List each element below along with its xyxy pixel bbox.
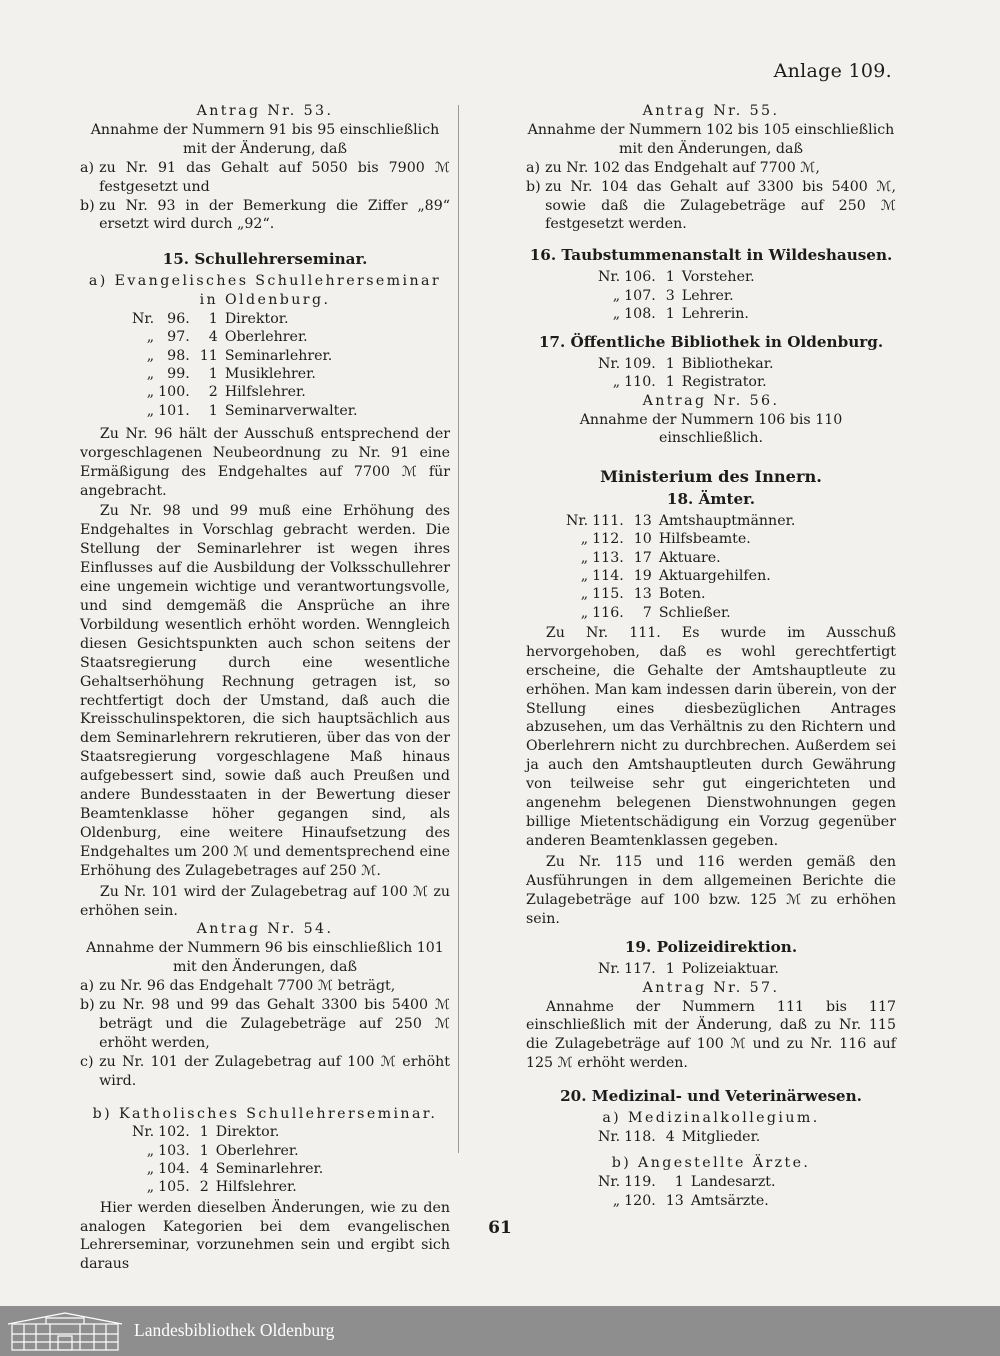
position-title: Hilfslehrer.: [215, 1179, 297, 1196]
staff-table-16: [598, 268, 755, 323]
column-divider: [458, 105, 459, 1153]
position-number: 118.: [624, 1129, 656, 1145]
staff-count: 13: [665, 1192, 684, 1209]
position-number: 111.: [592, 513, 624, 530]
motion-54-item-b: [80, 996, 450, 1053]
motion-55-item-a: [526, 159, 896, 178]
staff-row: [132, 365, 357, 383]
position-title: Schließer.: [658, 604, 731, 621]
row-prefix: Nr.: [566, 513, 589, 530]
row-prefix: „: [146, 1142, 155, 1159]
position-title: Musiklehrer.: [224, 365, 316, 382]
motion-53-item-b: [80, 197, 450, 235]
staff-row: [598, 305, 755, 323]
staff-row: [132, 1160, 323, 1178]
row-prefix: „: [612, 374, 621, 391]
row-prefix: „: [580, 604, 589, 621]
staff-row: [566, 604, 795, 622]
staff-count: 17: [633, 549, 652, 566]
position-number: 108.: [624, 305, 656, 322]
row-prefix: „: [580, 531, 589, 548]
position-title: Oberlehrer.: [215, 1142, 299, 1159]
staff-count: 1: [665, 961, 675, 978]
motion-54-item-a: [80, 977, 450, 996]
staff-count: 2: [208, 384, 218, 401]
staff-count: 13: [633, 586, 652, 603]
section-16-heading: 16. Taubstummenanstalt in Wildeshausen.: [529, 246, 893, 265]
motion-54-intro-line-2: mit den Änderungen, daß: [173, 959, 357, 976]
item-text: zu Nr. 101 der Zulagebetrag auf 100 ℳ erhöht wird.: [99, 1053, 450, 1089]
section-15-sub-a: a) Evangelisches Schullehrerseminar: [88, 273, 442, 290]
position-number: 113.: [592, 549, 624, 566]
item-text: zu Nr. 93 in der Bemerkung die Ziffer „89“ ersetzt wird durch „92“.: [99, 197, 450, 233]
row-prefix: „: [146, 402, 155, 419]
library-building-icon: [6, 1310, 124, 1352]
staff-row: [566, 549, 795, 567]
staff-row: [566, 567, 795, 585]
position-number: 100.: [158, 384, 190, 401]
position-number: 99.: [167, 365, 190, 382]
staff-row: [598, 960, 779, 978]
row-prefix: Nr.: [132, 311, 155, 328]
item-text: zu Nr. 102 das Endgehalt auf 7700 ℳ,: [545, 159, 820, 176]
staff-count: 1: [665, 356, 675, 373]
section-18-heading: 18. Ämter.: [666, 490, 756, 509]
staff-row: [132, 402, 357, 420]
staff-row: [132, 328, 357, 346]
position-number: 116.: [592, 604, 624, 621]
position-title: Oberlehrer.: [224, 329, 308, 346]
right-column: [526, 102, 896, 1210]
motion-53-item-a: [80, 159, 450, 197]
staff-count: 4: [208, 329, 218, 346]
staff-row: [132, 1178, 323, 1196]
staff-count: 1: [208, 311, 218, 328]
staff-row: [598, 1192, 776, 1210]
position-title: Mitglieder.: [681, 1129, 761, 1145]
item-text: zu Nr. 96 das Endgehalt 7700 ℳ beträgt,: [99, 978, 396, 995]
motion-53-title: Antrag Nr. 53.: [196, 103, 334, 119]
row-prefix: „: [612, 305, 621, 322]
left-column: [80, 102, 450, 1274]
position-number: 120.: [624, 1192, 656, 1209]
paragraph-nr-98-99: Zu Nr. 98 und 99 muß eine Erhöhung des Endgehaltes in Vorschlag gebracht werden. Die Stellung der Seminarlehrer ist wegen ihres Einflusses auf die Ausbildung der Volksschullehrer eine ungemein wichtige und verantwortungsvolle, und sind demgemäß die Ansprüche an ihre Vorbildung wesentlich erhöht worden. Wenngleich diesen Gesichtspunkten auch schon seitens der Staatsregierung durch eine wesentliche Gehaltserhöhung Rechnung getragen ist, so rechtfertigt doch der Umstand, daß auch die Kreisschulinspektoren, die sich hauptsächlich aus dem Seminarlehrern rekrutieren, über das von der Staatsregierung vorgeschlagene Maß hinaus aufgebessert sind, sowie daß auch Preußen und andere Bundesstaaten in der Bewertung dieser Beamtenklasse höher gegangen sind, als Oldenburg, eine weitere Hinaufsetzung des Endgehaltes um 200 ℳ und dementsprechend eine Erhöhung des Zulagebetrages auf 250 ℳ.: [80, 503, 450, 879]
position-number: 104.: [158, 1161, 190, 1178]
position-title: Boten.: [658, 586, 706, 603]
row-prefix: „: [580, 568, 589, 585]
staff-count: 1: [665, 374, 675, 391]
item-label: a): [526, 159, 540, 176]
staff-row: [598, 373, 773, 391]
paragraph-catholic-seminar: Hier werden dieselben Änderungen, wie zu den analogen Kategorien bei dem evangelischen Lehrerseminar, vorzunehmen sein und ergibt sich daraus: [80, 1199, 450, 1273]
position-title: Seminarlehrer.: [215, 1161, 324, 1178]
staff-count: 7: [642, 604, 652, 621]
annex-label: Anlage 109.: [773, 60, 892, 82]
motion-54-intro-line-1: Annahme der Nummern 96 bis einschließlich 101: [86, 940, 444, 957]
row-prefix: Nr.: [598, 1129, 621, 1145]
position-title: Amtshauptmänner.: [658, 513, 796, 530]
position-title: Seminarlehrer.: [224, 347, 333, 364]
staff-row: [598, 1173, 776, 1191]
section-20-sub-b: b) Angestellte Ärzte.: [611, 1155, 811, 1172]
item-label: c): [80, 1053, 94, 1070]
staff-table-20b: [598, 1173, 776, 1210]
staff-row: [566, 530, 795, 548]
paragraph-nr-115-116: Zu Nr. 115 und 116 werden gemäß den Ausführungen in dem allgemeinen Berichte die Zulagebeträge auf 100 bzw. 125 ℳ zu erhöhen sein.: [526, 853, 896, 927]
paragraph-nr-96: Zu Nr. 96 hält der Ausschuß entsprechend der vorgeschlagenen Neubeordnung zu Nr. 91 eine Ermäßigung des Endgehaltes auf 7700 ℳ für angebracht.: [80, 425, 450, 499]
row-prefix: „: [146, 384, 155, 401]
motion-55-item-b: [526, 178, 896, 235]
section-15-sub-a-place: in Oldenburg.: [199, 292, 331, 309]
paragraph-nr-101: Zu Nr. 101 wird der Zulagebetrag auf 100 ℳ zu erhöhen sein.: [80, 883, 450, 919]
staff-count: 19: [633, 568, 652, 585]
position-number: 97.: [167, 329, 190, 346]
position-number: 103.: [158, 1142, 190, 1159]
staff-row: [132, 1123, 323, 1141]
position-number: 106.: [624, 269, 656, 286]
staff-count: 11: [199, 347, 218, 364]
staff-table-20a: [598, 1128, 760, 1146]
position-title: Direktor.: [224, 311, 289, 328]
row-prefix: „: [146, 347, 155, 364]
item-text: zu Nr. 104 das Gehalt auf 3300 bis 5400 ℳ, sowie daß die Zulagebeträge auf 250 ℳ festgesetzt werden.: [545, 178, 896, 233]
section-15-sub-b: b) Katholisches Schullehrerseminar.: [92, 1105, 438, 1122]
item-label: b): [80, 197, 95, 214]
staff-row: [566, 585, 795, 603]
motion-56-title: Antrag Nr. 56.: [642, 392, 780, 409]
motion-55-title: Antrag Nr. 55.: [642, 103, 780, 119]
item-label: a): [80, 978, 94, 995]
row-prefix: Nr.: [598, 1174, 621, 1191]
row-prefix: „: [146, 1179, 155, 1196]
staff-count: 1: [199, 1124, 209, 1141]
item-label: a): [80, 159, 94, 176]
staff-count: 4: [665, 1129, 675, 1145]
library-name: Landesbibliothek Oldenburg: [134, 1320, 335, 1340]
staff-row: [132, 383, 357, 401]
section-17-heading: 17. Öffentliche Bibliothek in Oldenburg.: [538, 333, 884, 352]
position-number: 114.: [592, 568, 624, 585]
position-title: Direktor.: [215, 1124, 280, 1141]
position-number: 101.: [158, 402, 190, 419]
position-number: 115.: [592, 586, 624, 603]
item-text: zu Nr. 91 das Gehalt auf 5050 bis 7900 ℳ festgesetzt und: [99, 159, 450, 195]
staff-row: [598, 268, 755, 286]
position-number: 102.: [158, 1124, 190, 1141]
motion-53-intro-line-2: mit der Änderung, daß: [182, 140, 347, 157]
motion-54-item-c: [80, 1053, 450, 1091]
row-prefix: „: [146, 1161, 155, 1178]
staff-count: 10: [633, 531, 652, 548]
position-number: 117.: [624, 961, 656, 978]
staff-table-15a: [132, 310, 357, 420]
page-number: 61: [488, 1218, 512, 1238]
position-title: Landesarzt.: [690, 1174, 776, 1191]
position-number: 109.: [624, 356, 656, 373]
row-prefix: „: [612, 1192, 621, 1209]
row-prefix: „: [580, 586, 589, 603]
staff-count: 1: [199, 1142, 209, 1159]
position-title: Seminarverwalter.: [224, 402, 358, 419]
staff-table-18: [566, 512, 795, 622]
staff-count: 1: [674, 1174, 684, 1191]
position-title: Lehrerin.: [681, 305, 749, 322]
staff-row: [132, 1142, 323, 1160]
position-number: 119.: [624, 1174, 656, 1191]
row-prefix: Nr.: [132, 1124, 155, 1141]
item-text: zu Nr. 98 und 99 das Gehalt 3300 bis 5400 ℳ beträgt und die Zulagebeträge auf 250 ℳ erhöht werden,: [99, 997, 450, 1051]
motion-56-text: Annahme der Nummern 106 bis 110 einschließlich.: [579, 411, 843, 447]
position-title: Registrator.: [681, 374, 767, 391]
staff-count: 1: [665, 269, 675, 286]
position-number: 98.: [167, 347, 190, 364]
position-number: 107.: [624, 287, 656, 304]
staff-count: 3: [665, 287, 675, 304]
position-title: Aktuargehilfen.: [658, 568, 771, 585]
staff-table-17: [598, 355, 773, 392]
staff-table-15b: [132, 1123, 323, 1196]
motion-55-intro: [526, 121, 896, 159]
staff-row: [566, 512, 795, 530]
staff-row: [132, 310, 357, 328]
row-prefix: Nr.: [598, 961, 621, 978]
staff-row: [598, 1128, 760, 1146]
section-15-heading: 15. Schullehrerseminar.: [162, 250, 368, 269]
staff-row: [598, 355, 773, 373]
motion-53-intro: [80, 121, 450, 159]
position-title: Lehrer.: [681, 287, 734, 304]
position-title: Hilfsbeamte.: [658, 531, 751, 548]
motion-54-intro: [80, 939, 450, 977]
position-title: Amtsärzte.: [690, 1192, 769, 1209]
section-20-heading: 20. Medizinal- und Veterinärwesen.: [560, 1087, 862, 1106]
motion-57-title: Antrag Nr. 57.: [642, 979, 780, 996]
paragraph-nr-111: Zu Nr. 111. Es wurde im Ausschuß hervorgehoben, daß es wohl gerechtfertigt erscheine, die Gehalte der Amtshauptleute zu erhöhen. Man kam indessen darin überein, von der Stellung eines diesbezüglichen Antrages abzusehen, um das Verhältnis zu den Richtern und Oberlehrern nicht zu durchbrechen. Außerdem sei ja auch den Amtshauptleuten durch Gewährung von teilweise sehr gut eingerichteten und angenehm belegenen Dienstwohnungen gegen billige Mietentschädigung ein Vorzug gegenüber anderen Beamtenklassen gegeben.: [526, 624, 896, 849]
position-number: 105.: [158, 1179, 190, 1196]
staff-count: 13: [633, 513, 652, 530]
motion-55-intro-line-1: Annahme der Nummern 102 bis 105 einschließlich: [527, 121, 895, 138]
row-prefix: Nr.: [598, 269, 621, 286]
section-19-heading: 19. Polizeidirektion.: [624, 938, 798, 957]
motion-53-intro-line-1: Annahme der Nummern 91 bis 95 einschließlich: [90, 121, 440, 138]
staff-row: [132, 347, 357, 365]
row-prefix: „: [146, 329, 155, 346]
motion-54-title: Antrag Nr. 54.: [196, 921, 334, 938]
motion-55-intro-line-2: mit den Änderungen, daß: [619, 140, 803, 157]
staff-count: 1: [208, 365, 218, 382]
staff-count: 4: [199, 1161, 209, 1178]
section-20-sub-a: a) Medizinalkollegium.: [602, 1110, 820, 1127]
row-prefix: „: [580, 549, 589, 566]
position-number: 112.: [592, 531, 624, 548]
ministry-heading: Ministerium des Innern.: [600, 467, 822, 487]
row-prefix: „: [612, 287, 621, 304]
item-label: b): [526, 178, 541, 195]
staff-count: 1: [208, 402, 218, 419]
position-number: 96.: [167, 311, 190, 328]
staff-row: [598, 287, 755, 305]
position-number: 110.: [624, 374, 656, 391]
staff-count: 2: [199, 1179, 209, 1196]
staff-count: 1: [665, 305, 675, 322]
item-label: b): [80, 997, 95, 1014]
position-title: Aktuare.: [658, 549, 721, 566]
row-prefix: Nr.: [598, 356, 621, 373]
motion-57-text: Annahme der Nummern 111 bis 117 einschließlich mit der Änderung, daß zu Nr. 115 die Zulagebeträge auf 100 ℳ und zu Nr. 116 auf 125 ℳ erhöht werden.: [526, 998, 896, 1072]
position-title: Polizeiaktuar.: [681, 961, 779, 978]
position-title: Vorsteher.: [681, 269, 755, 286]
staff-table-19: [598, 960, 779, 978]
position-title: Bibliothekar.: [681, 356, 774, 373]
library-footer-bar: [0, 1306, 1000, 1356]
position-title: Hilfslehrer.: [224, 384, 306, 401]
row-prefix: „: [146, 365, 155, 382]
